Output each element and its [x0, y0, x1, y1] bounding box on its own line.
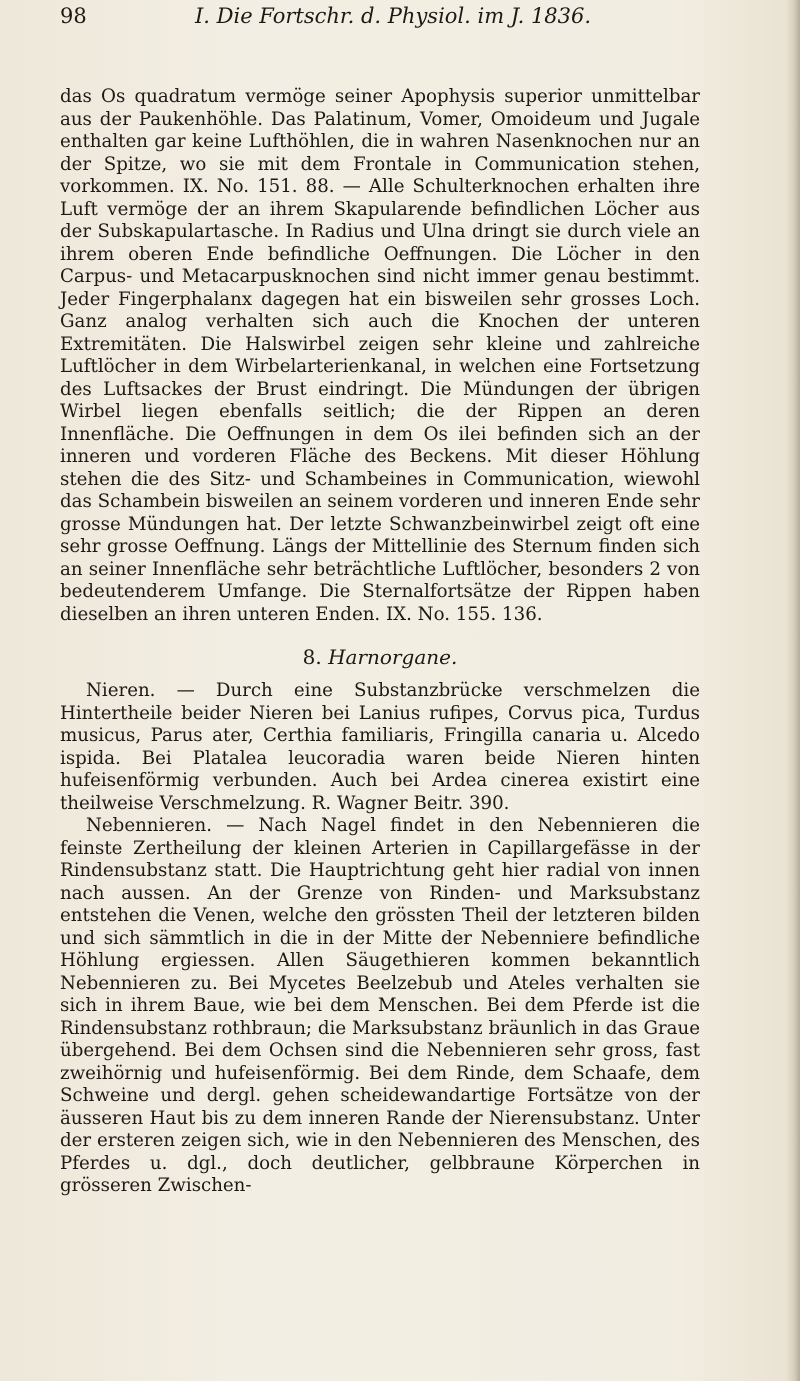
- page-number: 98: [60, 4, 87, 28]
- section-number: 8.: [302, 645, 322, 669]
- page-header: [60, 4, 700, 40]
- running-title: I. Die Fortschr. d. Physiol. im J. 1836.: [195, 4, 592, 28]
- section-heading: [60, 645, 700, 669]
- page-body: [60, 86, 700, 1198]
- paragraph-continuation: das Os quadratum vermöge seiner Apophysis superior unmittelbar aus der Paukenhöhle. Das Palatinum, Vomer, Omoideum und Jugale enthalten gar keine Lufthöhlen, die in wahren Nasenknochen nur an der Spitze, wo sie mit dem Frontale in Communication stehen, vorkommen. IX. No. 151. 88. — Alle Schulterknochen erhalten ihre Luft vermöge der an ihrem Skapularende befindlichen Löcher aus der Subskapulartasche. In Radius und Ulna dringt sie durch viele an ihrem oberen Ende befindliche Oeffnungen. Die Löcher in den Carpus- und Metacarpusknochen sind nicht immer genau bestimmt. Jeder Fingerphalanx dagegen hat ein bisweilen sehr grosses Loch. Ganz analog verhalten sich auch die Knochen der unteren Extremitäten. Die Halswirbel zeigen sehr kleine und zahlreiche Luftlöcher in dem Wirbelarterienkanal, in welchen eine Fortsetzung des Luftsackes der Brust eindringt. Die Mündungen der übrigen Wirbel liegen ebenfalls seitlich; die der Rippen an deren Innenfläche. Die Oeffnungen in dem Os ilei befinden sich an der inneren und vorderen Fläche des Beckens. Mit dieser Höhlung stehen die des Sitz- und Schambeines in Communication, wiewohl das Schambein bisweilen an seinem vorderen und inneren Ende sehr grosse Mündungen hat. Der letzte Schwanzbeinwirbel zeigt oft eine sehr grosse Oeffnung. Längs der Mittellinie des Sternum finden sich an seiner Innenfläche sehr beträchtliche Luftlöcher, besonders 2 von bedeutenderem Umfange. Die Sternalfortsätze der Rippen haben dieselben an ihren unteren Enden. IX. No. 155. 136.: [60, 86, 700, 625]
- paragraph-nebennieren: Nebennieren. — Nach Nagel findet in den Nebennieren die feinste Zertheilung der kleinen Arterien in Capillargefässe in der Rindensubstanz statt. Die Hauptrichtung geht hier radial von innen nach aussen. An der Grenze von Rinden- und Marksubstanz entstehen die Venen, welche den grössten Theil der letzteren bilden und sich sämmtlich in die in der Mitte der Nebenniere befindliche Höhlung ergiessen. Allen Säugethieren kommen bekanntlich Nebennieren zu. Bei Mycetes Beelzebub und Ateles verhalten sie sich in ihrem Baue, wie bei dem Menschen. Bei dem Pferde ist die Rindensubstanz rothbraun; die Marksubstanz bräunlich in das Graue übergehend. Bei dem Ochsen sind die Nebennieren sehr gross, fast zweihörnig und hufeisenförmig. Bei dem Rinde, dem Schaafe, dem Schweine und dergl. gehen scheidewandartige Fortsätze von der äusseren Haut bis zu dem inneren Rande der Nierensubstanz. Unter der ersteren zeigen sich, wie in den Nebennieren des Menschen, des Pferdes u. dgl., doch deutlicher, gelbbraune Körperchen in grösseren Zwischen-: [60, 815, 700, 1196]
- page-edge-shadow: [786, 0, 800, 1381]
- paragraph-nieren: Nieren. — Durch eine Substanzbrücke verschmelzen die Hintertheile beider Nieren bei Lanius rufipes, Corvus pica, Turdus musicus, Parus ater, Certhia familiaris, Fringilla canaria u. Alcedo ispida. Bei Platalea leucoradia waren beide Nieren hinten hufeisenförmig verbunden. Auch bei Ardea cinerea existirt eine theilweise Verschmelzung. R. Wagner Beitr. 390.: [60, 680, 700, 814]
- section-title: Harnorgane.: [328, 645, 458, 669]
